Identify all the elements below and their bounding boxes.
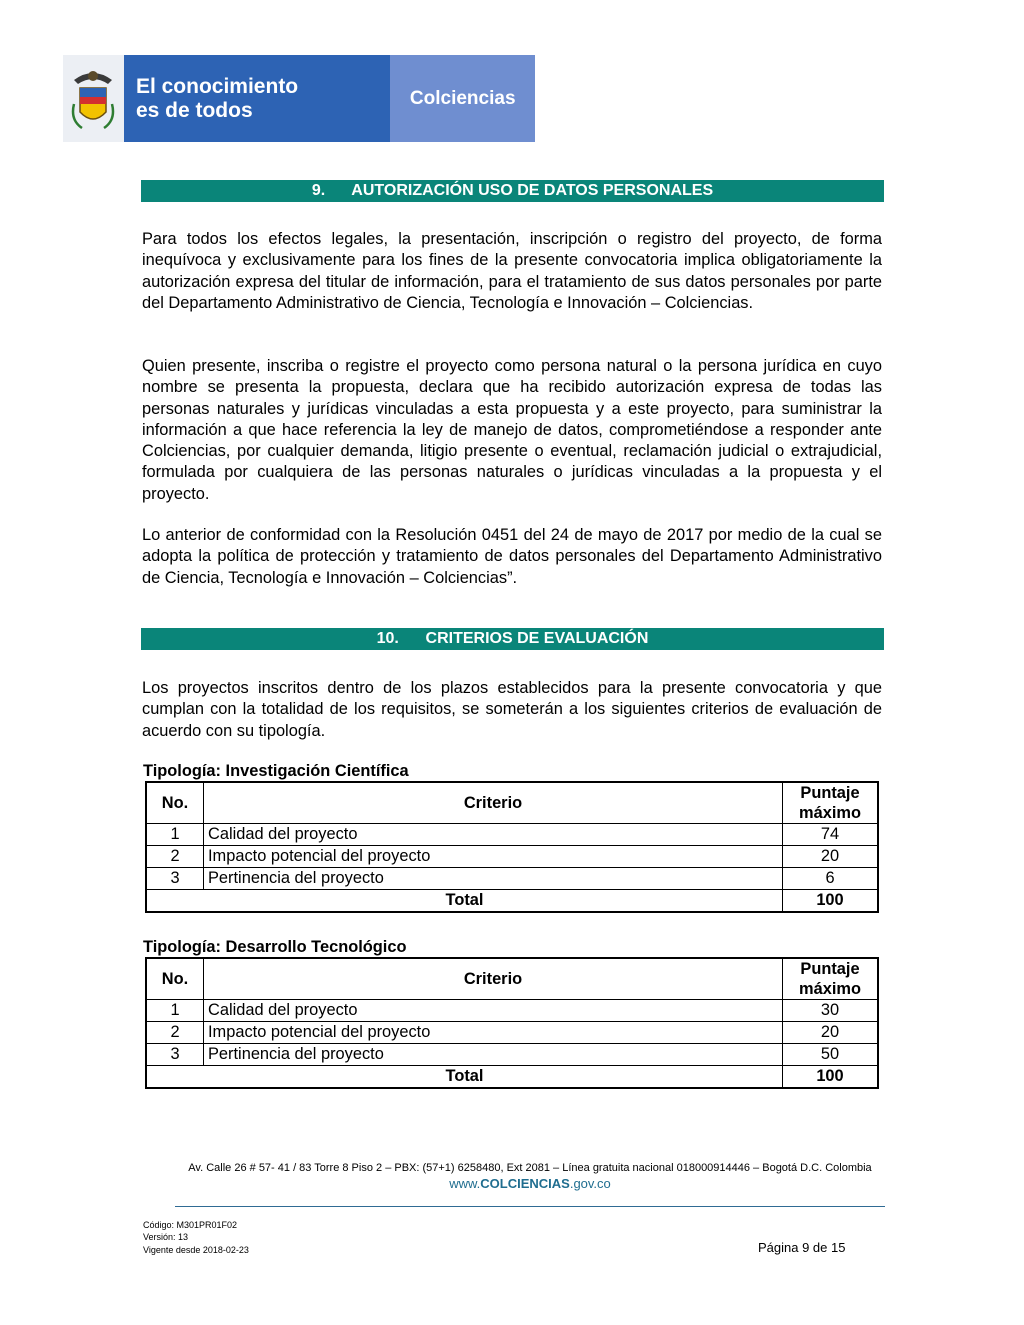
table-row [146,1044,878,1066]
row-puntaje: 30 [783,1000,879,1022]
table-row [146,1000,878,1022]
section-10-intro: Los proyectos inscritos dentro de los plazos establecidos para la presente convocatoria y que cumplan con la totalidad de los requisitos, se someterán a los siguientes criterios de evaluación de acuerdo con su tipología. [142,679,882,740]
footer-divider [175,1206,885,1207]
table-header-row [146,782,878,824]
section-10-header [141,628,884,650]
header-no: No. [146,782,204,824]
row-criterio: Pertinencia del proyecto [204,868,783,890]
footer-website[interactable] [160,1176,900,1191]
row-no: 1 [146,824,204,846]
row-no: 3 [146,1044,204,1066]
header-puntaje [783,958,879,1000]
header-criterio: Criterio [204,958,783,1000]
table-header-row [146,958,878,1000]
section-9-title: AUTORIZACIÓN USO DE DATOS PERSONALES [351,182,714,199]
header-puntaje-line1: Puntaje [800,960,860,978]
header-criterio: Criterio [204,782,783,824]
logo-slogan-line1: El conocimiento [135,74,299,98]
tipologia-2-title: Tipología: Desarrollo Tecnológico [143,938,407,956]
logo-brand: Colciencias [409,87,516,109]
footer-web-prefix: www. [449,1176,481,1191]
section-10-number: 10. [376,630,399,647]
tipologia-1-title: Tipología: Investigación Científica [143,762,409,780]
section-9-paragraph-2: Quien presente, inscriba o registre el proyecto como persona natural o la persona jurídica en cuyo nombre se presenta la propuesta, declara que ha recibido autorización expresa de todas las personas naturales y jurídicas vinculadas a esta propuesta y a este proyecto, para suministrar la información a que hace referencia la ley de manejo de datos, comprometiéndose a responder ante Colciencias, por cualquier demanda, litigio presente o eventual, reclamación judicial o extrajudicial, formulada por cualquiera de las personas naturales o jurídicas vinculadas a la propuesta y el proyecto. [142,357,882,503]
row-puntaje: 6 [783,868,879,890]
row-no: 2 [146,846,204,868]
row-puntaje: 74 [783,824,879,846]
footer-address: Av. Calle 26 # 57- 41 / 83 Torre 8 Piso 2 – PBX: (57+1) 6258480, Ext 2081 – Línea gratuita nacional 018000914446 – Bogotá D.C. Colombia [188,1162,872,1174]
row-criterio: Calidad del proyecto [204,824,783,846]
header-puntaje [783,782,879,824]
section-10-title: CRITERIOS DE EVALUACIÓN [425,630,649,647]
table-row [146,824,878,846]
document-valid-date: Vigente desde 2018-02-23 [143,1245,249,1255]
footer-web-name: COLCIENCIAS [480,1176,570,1191]
row-puntaje: 50 [783,1044,879,1066]
row-no: 3 [146,868,204,890]
section-9-header [141,180,884,202]
coat-of-arms-icon [63,55,124,142]
row-puntaje: 20 [783,846,879,868]
section-9-number: 9. [311,182,326,199]
total-label: Total [146,1066,783,1089]
document-version: Versión: 13 [143,1232,189,1242]
total-label: Total [146,890,783,913]
row-criterio: Impacto potencial del proyecto [204,1022,783,1044]
table-row [146,846,878,868]
criteria-table-1 [145,781,879,913]
logo-slogan-line2: es de todos [135,98,253,122]
total-value: 100 [783,1066,879,1089]
table-row [146,1022,878,1044]
header-puntaje-line1: Puntaje [800,784,860,802]
table-total-row [146,1066,878,1089]
total-value: 100 [783,890,879,913]
section-9-paragraph-3: Lo anterior de conformidad con la Resolución 0451 del 24 de mayo de 2017 por medio de la cual se adopta la política de protección y tratamiento de datos personales del Departamento Administrativo de Ciencia, Tecnología e Innovación – Colciencias”. [142,526,882,587]
row-puntaje: 20 [783,1022,879,1044]
row-criterio: Impacto potencial del proyecto [204,846,783,868]
footer-web-suffix: .gov.co [569,1176,611,1191]
header-no: No. [146,958,204,1000]
header-puntaje-line2: máximo [799,980,861,998]
criteria-table-2 [145,957,879,1089]
section-9-paragraph-1: Para todos los efectos legales, la presentación, inscripción o registro del proyecto, de forma inequívoca y exclusivamente para los fines de la presente convocatoria implica obligatoriamente la autorización expresa del titular de información, para el tratamiento de sus datos personales por parte del Departamento Administrativo de Ciencia, Tecnología e Innovación – Colciencias. [142,230,882,312]
row-criterio: Pertinencia del proyecto [204,1044,783,1066]
row-no: 2 [146,1022,204,1044]
table-total-row [146,890,878,913]
colciencias-logo [63,55,535,142]
document-code: Código: M301PR01F02 [143,1220,238,1230]
table-row [146,868,878,890]
page-number: Página 9 de 15 [758,1240,846,1255]
header-puntaje-line2: máximo [799,804,861,822]
row-no: 1 [146,1000,204,1022]
row-criterio: Calidad del proyecto [204,1000,783,1022]
